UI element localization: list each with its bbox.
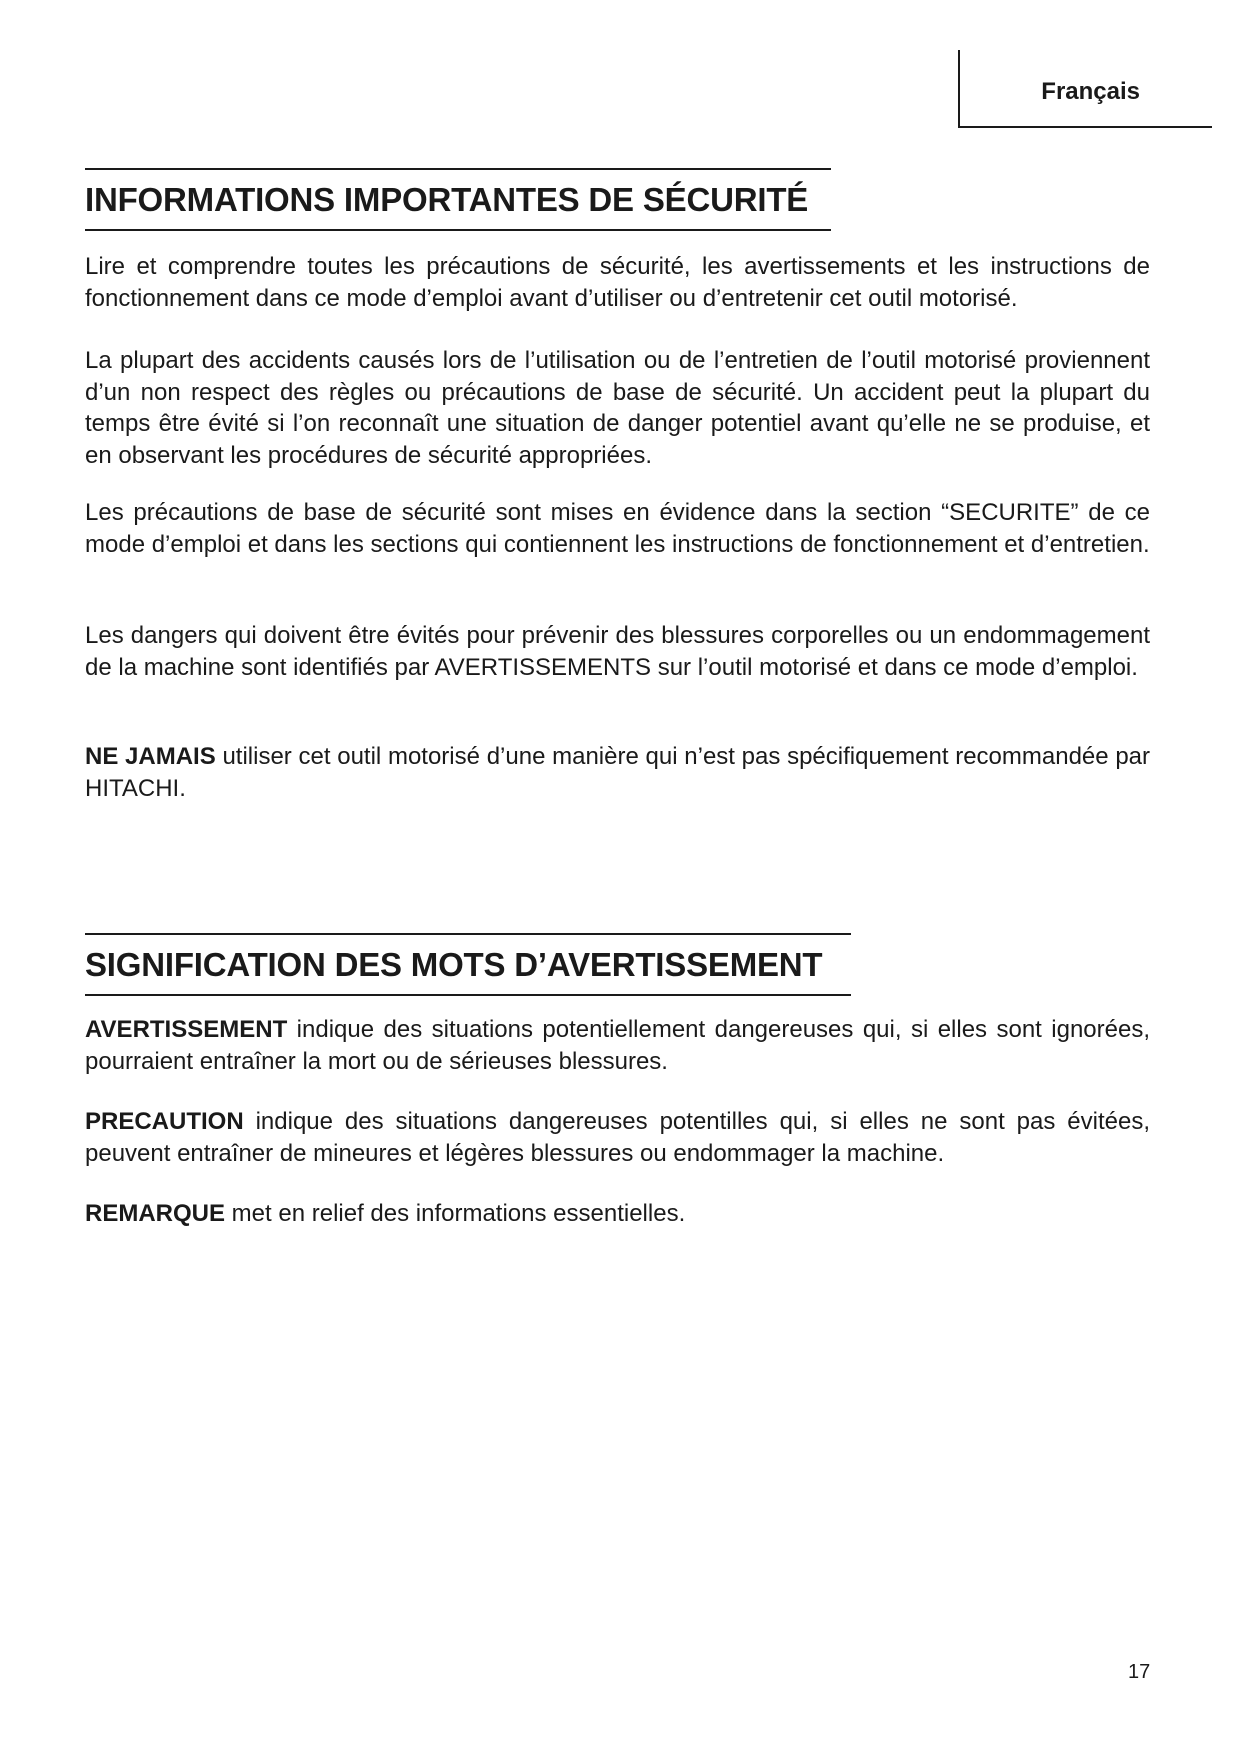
paragraph-read-instructions: Lire et comprendre toutes les précautions de sécurité, les avertissements et les instructions de fonctionnement dans ce mode d’emploi avant d’utiliser ou d’entretenir cet outil motorisé. bbox=[85, 253, 1150, 312]
page-number: 17 bbox=[1128, 1661, 1151, 1683]
definition-caution bbox=[85, 1106, 1150, 1169]
paragraph-never-use bbox=[85, 741, 1150, 804]
section-title-safety-information: INFORMATIONS IMPORTANTES DE SÉCURITÉ bbox=[85, 168, 831, 231]
never-use-text: utiliser cet outil motorisé d’une manière qui n’est pas spécifiquement recommandée par HITACHI. bbox=[85, 743, 1151, 802]
definition-warning bbox=[85, 1014, 1150, 1077]
never-use-bold: NE JAMAIS bbox=[85, 743, 216, 770]
definition-term: REMARQUE bbox=[85, 1200, 226, 1227]
language-tab bbox=[958, 50, 1212, 128]
paragraph-dangers-identified: Les dangers qui doivent être évités pour prévenir des blessures corporelles ou un endommagement de la machine sont identifiés par AVERTISSEMENTS sur l’outil motorisé et dans ce mode d’emploi. bbox=[85, 622, 1150, 681]
paragraph-basic-precautions: Les précautions de base de sécurité sont mises en évidence dans la section “SECURITE” de ce mode d’emploi et dans les sections qui contiennent les instructions de fonctionnement et d’entretien. bbox=[85, 499, 1150, 558]
definition-text: indique des situations potentiellement dangereuses qui, si elles sont ignorées, pourraient entraîner la mort ou de sérieuses blessures. bbox=[85, 1016, 1150, 1075]
language-label: Français bbox=[1041, 78, 1140, 105]
definition-text: indique des situations dangereuses potentilles qui, si elles ne sont pas évitées, peuvent entraîner de mineures et légères blessures ou endommager la machine. bbox=[85, 1108, 1150, 1167]
definition-term: AVERTISSEMENT bbox=[85, 1016, 288, 1043]
definition-term: PRECAUTION bbox=[85, 1108, 244, 1135]
definition-text: met en relief des informations essentielles. bbox=[225, 1200, 686, 1227]
section-title-signal-words: SIGNIFICATION DES MOTS D’AVERTISSEMENT bbox=[85, 933, 851, 996]
paragraph-accident-causes: La plupart des accidents causés lors de l’utilisation ou de l’entretien de l’outil motorisé proviennent d’un non respect des règles ou précautions de base de sécurité. Un accident peut la plupart du temps être évité si l’on reconnaît une situation de danger potentiel avant qu’elle ne se produise, et en observant les procédures de sécurité appropriées. bbox=[85, 347, 1150, 469]
definition-note bbox=[85, 1198, 1150, 1230]
